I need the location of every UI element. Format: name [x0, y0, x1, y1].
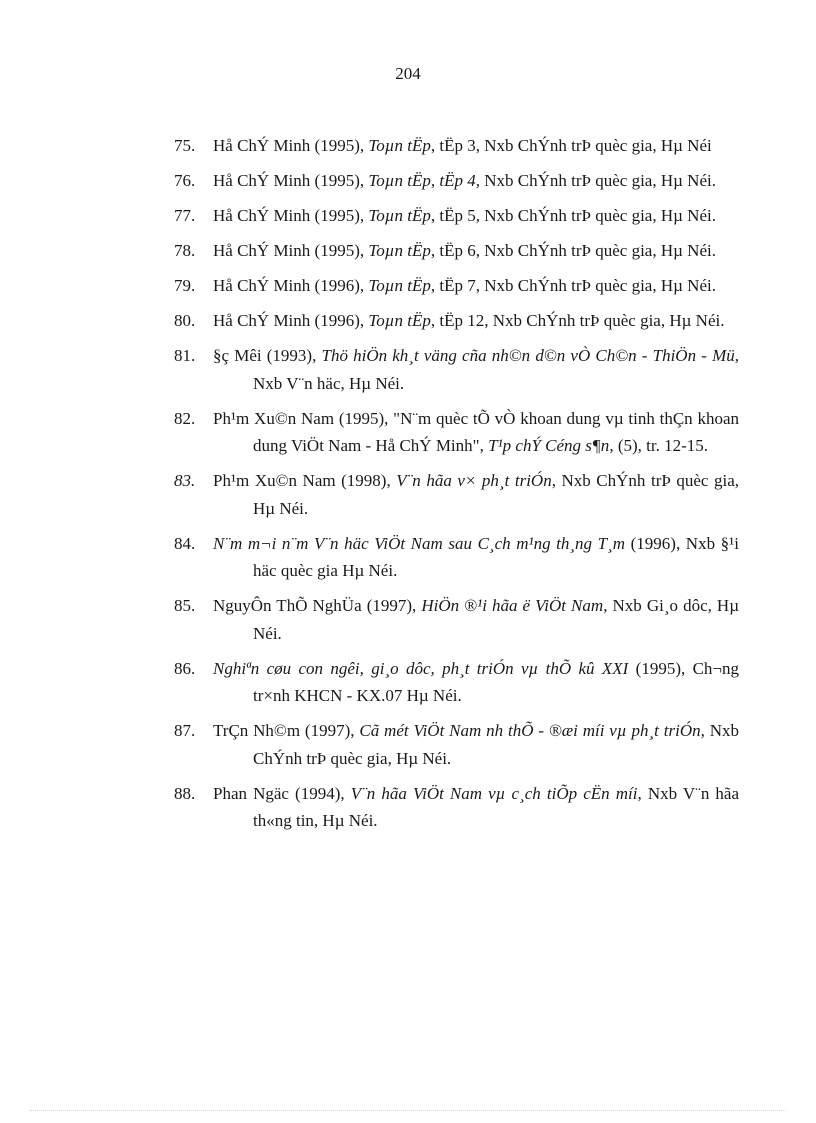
reference-author: Hå ChÝ Minh (1995), — [213, 241, 369, 260]
reference-number: 78. — [174, 241, 196, 260]
reference-title: Cã mét ViÖt Nam nh thÕ - ®æi míi vµ ph¸t triÓn — [359, 721, 701, 740]
reference-number: 79. — [174, 276, 196, 295]
reference-publisher: , (5), tr. 12-15. — [609, 436, 708, 455]
reference-publisher: , Nxb V¨n hãa th«ng tin, Hµ Néi. — [253, 783, 739, 830]
page-number: 204 — [395, 64, 421, 83]
reference-author: NguyÔn ThÕ NghÜa (1997), — [213, 596, 422, 615]
reference-title: Toµn tËp — [368, 241, 431, 260]
reference-number: 84. — [174, 533, 196, 553]
reference-publisher: , tËp 6, Nxb ChÝnh trÞ quèc gia, Hµ Néi. — [430, 241, 716, 260]
reference-publisher: , Nxb Gi¸o dôc, Hµ Néi. — [253, 596, 739, 643]
reference-number: 87. — [174, 721, 196, 740]
reference-author: §ç Mêi (1993), — [213, 346, 322, 365]
reference-item — [174, 717, 739, 772]
reference-number: 82. — [174, 408, 196, 428]
reference-title: Toµn tËp — [368, 136, 431, 155]
reference-list — [134, 132, 739, 842]
page-bottom-divider — [30, 1110, 786, 1111]
reference-item — [174, 405, 739, 460]
reference-publisher: (1995), Ch¬ng tr×nh KHCN - KX.07 Hµ Néi. — [253, 658, 739, 705]
reference-author: TrÇn Nh©m (1997), — [213, 721, 360, 740]
reference-item — [174, 467, 739, 522]
reference-title: N¨m m¬i n¨m V¨n häc ViÖt Nam sau C¸ch m¹ng th¸ng T¸m — [213, 533, 626, 553]
reference-item — [174, 592, 739, 647]
reference-item — [174, 237, 739, 265]
reference-item — [174, 780, 739, 835]
reference-number: 75. — [174, 136, 196, 155]
reference-title: Toµn tËp, tËp 4, — [368, 171, 481, 190]
reference-publisher: Nxb ChÝnh trÞ quèc gia, Hµ Néi. — [480, 171, 716, 190]
reference-number: 86. — [174, 658, 196, 678]
reference-publisher: , Nxb ChÝnh trÞ quèc gia, Hµ Néi. — [253, 721, 739, 768]
reference-number: 85. — [174, 596, 196, 615]
reference-publisher: , Nxb ChÝnh trÞ quèc gia, Hµ Néi. — [253, 471, 739, 518]
reference-author: Hå ChÝ Minh (1996), — [213, 311, 369, 330]
reference-author: Phan Ngäc (1994), — [213, 783, 351, 803]
reference-title: HiÖn ®¹i hãa ë ViÖt Nam — [421, 596, 604, 615]
reference-publisher: (1996), Nxb §¹i häc quèc gia Hµ Néi. — [253, 533, 739, 580]
reference-author: Ph¹m Xu©n Nam (1995), "N¨m quèc tÕ vÒ khoan dung vµ tinh thÇn khoan dung ViÖt Nam - Hå ChÝ Minh", — [213, 408, 739, 455]
reference-number: 80. — [174, 311, 196, 330]
reference-title: Toµn tËp — [368, 311, 431, 330]
reference-item — [174, 342, 739, 397]
reference-title: Toµn tËp — [368, 276, 431, 295]
reference-item — [174, 530, 739, 585]
reference-number: 77. — [174, 206, 196, 225]
reference-publisher: , tËp 7, Nxb ChÝnh trÞ quèc gia, Hµ Néi. — [430, 276, 716, 295]
reference-number: 83. — [174, 471, 196, 490]
reference-author: Hå ChÝ Minh (1996), — [213, 276, 369, 295]
reference-publisher: , Nxb V¨n häc, Hµ Néi. — [253, 346, 739, 393]
reference-author: Hå ChÝ Minh (1995), — [213, 206, 369, 225]
reference-title: V¨n hãa v× ph¸t triÓn — [396, 471, 552, 490]
reference-author: Hå ChÝ Minh (1995), — [213, 171, 369, 190]
reference-publisher: , tËp 3, Nxb ChÝnh trÞ quèc gia, Hµ Néi — [430, 136, 712, 155]
reference-number: 88. — [174, 783, 196, 803]
reference-item — [174, 132, 739, 160]
reference-title: T¹p chÝ Céng s¶n — [488, 436, 610, 455]
reference-publisher: , tËp 12, Nxb ChÝnh trÞ quèc gia, Hµ Néi. — [430, 311, 725, 330]
reference-title: Toµn tËp — [368, 206, 431, 225]
reference-author: Hå ChÝ Minh (1995), — [213, 136, 369, 155]
reference-item — [174, 202, 739, 230]
reference-item — [174, 307, 739, 335]
reference-item — [174, 272, 739, 300]
reference-author: Ph¹m Xu©n Nam (1998), — [213, 471, 397, 490]
reference-number: 81. — [174, 346, 196, 365]
reference-title: V¨n hãa ViÖt Nam vµ c¸ch tiÕp cËn míi — [350, 783, 638, 803]
reference-item — [174, 655, 739, 710]
reference-title: Nghiªn cøu con ngêi, gi¸o dôc, ph¸t triÓn vµ thÕ kû XXI — [213, 658, 629, 678]
reference-title: Thö hiÖn kh¸t väng cña nh©n d©n vÒ Ch©n - ThiÖn - Mü — [321, 346, 735, 365]
reference-number: 76. — [174, 171, 196, 190]
reference-item — [174, 167, 739, 195]
reference-publisher: , tËp 5, Nxb ChÝnh trÞ quèc gia, Hµ Néi. — [430, 206, 716, 225]
